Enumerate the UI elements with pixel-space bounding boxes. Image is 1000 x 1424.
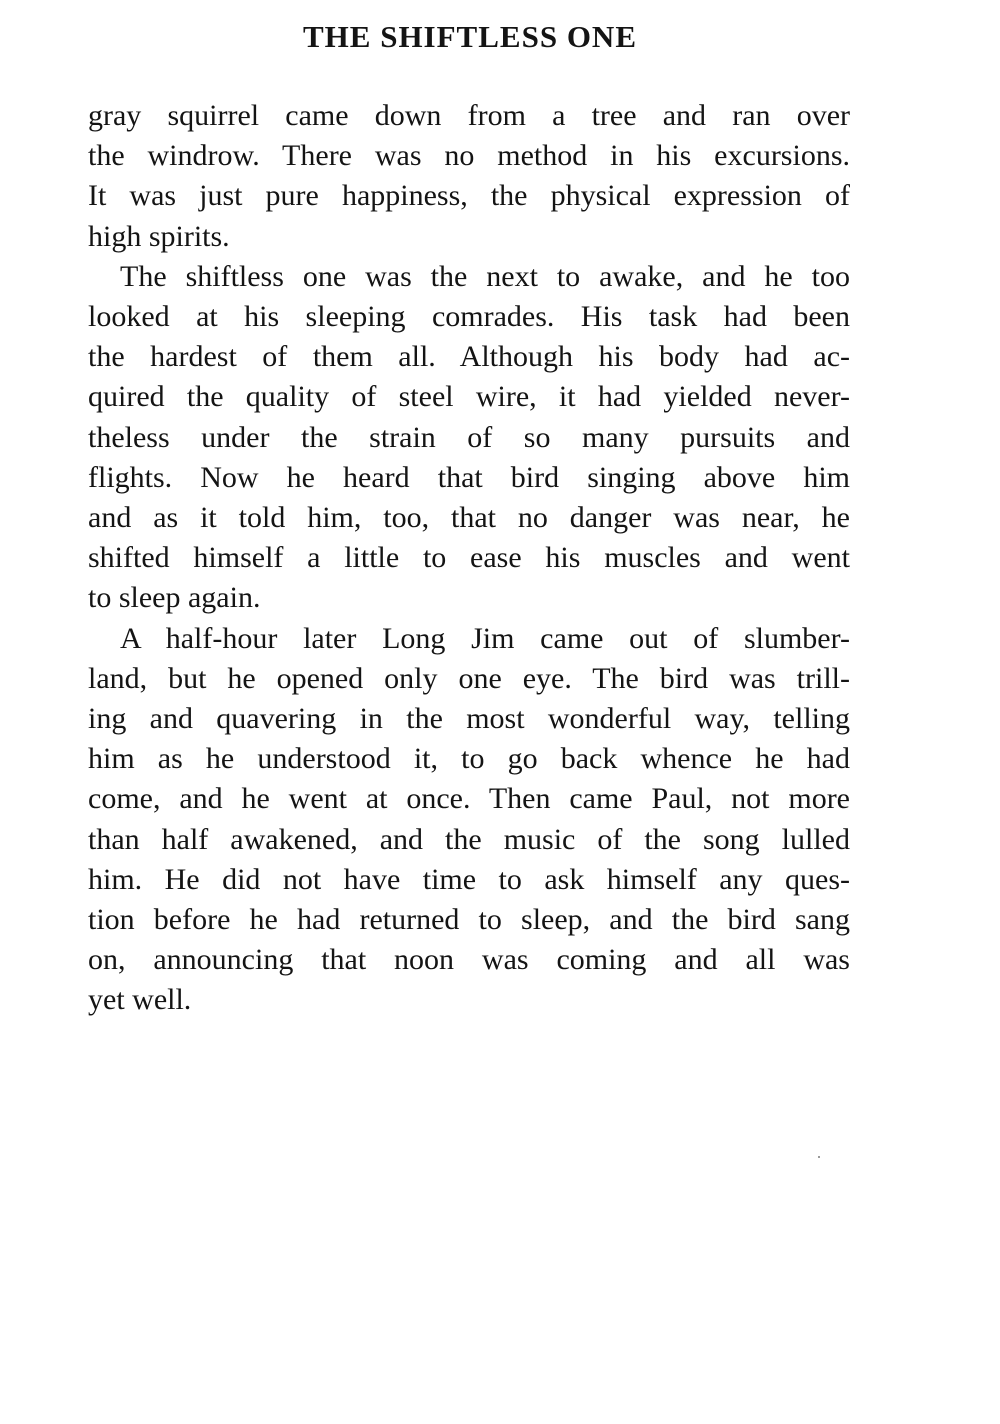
- text-line: yet well.: [88, 983, 192, 1017]
- text-line: than half awakened, and the music of the song lulled: [88, 822, 850, 856]
- scan-speck: [818, 1156, 820, 1158]
- text-line: quired the quality of steel wire, it had yielded never-: [88, 380, 850, 414]
- text-line: theless under the strain of so many pursuits and: [88, 420, 850, 454]
- paragraph: [88, 257, 850, 619]
- text-line: to sleep again.: [88, 581, 261, 615]
- text-line: on, announcing that noon was coming and all was: [88, 943, 850, 977]
- text-line: him as he understood it, to go back whence he had: [88, 742, 850, 776]
- text-line: him. He did not have time to ask himself any ques-: [88, 862, 850, 896]
- text-line: tion before he had returned to sleep, and the bird sang: [88, 903, 850, 937]
- body-text: [88, 96, 850, 1021]
- text-line: the hardest of them all. Although his body had ac-: [88, 340, 850, 374]
- text-line: flights. Now he heard that bird singing above him: [88, 460, 850, 494]
- running-head-title: THE SHIFTLESS ONE: [302, 19, 637, 54]
- text-line: It was just pure happiness, the physical expression of: [88, 179, 850, 213]
- text-line: high spirits.: [88, 219, 230, 253]
- text-line: The shiftless one was the next to awake, and he too: [120, 259, 850, 293]
- text-line: and as it told him, too, that no danger was near, he: [88, 501, 850, 535]
- text-line: land, but he opened only one eye. The bird was trill-: [88, 661, 850, 695]
- paragraph: [88, 96, 850, 257]
- text-line: the windrow. There was no method in his excursions.: [88, 139, 850, 173]
- text-line: looked at his sleeping comrades. His task had been: [88, 300, 850, 334]
- paragraph: [88, 619, 850, 1021]
- text-line: ing and quavering in the most wonderful way, telling: [88, 702, 850, 736]
- text-line: gray squirrel came down from a tree and ran over: [88, 99, 850, 132]
- text-line: come, and he went at once. Then came Paul, not more: [88, 782, 850, 816]
- text-line: shifted himself a little to ease his muscles and went: [88, 541, 850, 575]
- text-line: A half-hour later Long Jim came out of slumber-: [120, 621, 850, 655]
